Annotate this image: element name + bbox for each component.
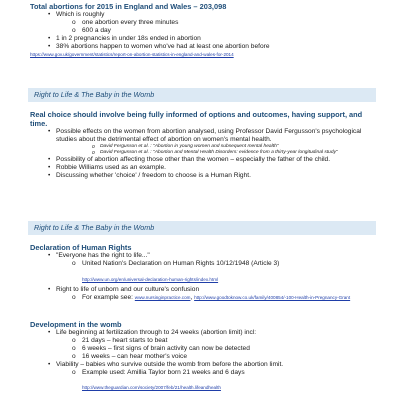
- bullet: •: [48, 285, 51, 293]
- un-declaration-link[interactable]: http://www.un.org/en/universal-declaration-human-rights/index.html: [82, 276, 219, 282]
- bullet: •: [48, 329, 51, 336]
- section-title: Total abortions for 2015 in England and Wales – 203,098: [30, 2, 227, 11]
- bullet: o: [72, 352, 76, 360]
- list-item: o 21 days – heart starts to beat: [72, 336, 168, 344]
- list-item: o 6 weeks – first signs of brain activity can now be detected: [72, 344, 250, 352]
- bullet: •: [48, 252, 51, 259]
- bullet: •: [48, 171, 51, 179]
- guardian-link[interactable]: http://www.theguardian.com/society/2007/feb/21/health.lifeandhealth: [82, 385, 221, 391]
- section-banner: Right to Life & The Baby in the Womb: [28, 221, 376, 235]
- nursing-link[interactable]: www.nursinginpractice.com: [134, 294, 191, 300]
- reference-item: o David Fergusson et al. : "Abortion in young women and subsequent mental health": [92, 143, 279, 150]
- list-item: • Right to life of unborn and our culture's confusion: [48, 285, 200, 293]
- list-item: • "Everyone has the right to life...": [48, 252, 150, 259]
- list-item: • 38% abortions happen to women who've had at least one abortion before: [48, 42, 270, 50]
- bullet: o: [72, 259, 76, 267]
- bullet: •: [48, 128, 51, 135]
- human-rights-section: [30, 243, 375, 302]
- list-item: • Robbie Williams used as an example.: [48, 163, 166, 171]
- section-banner: Right to Life & The Baby in the Womb: [28, 88, 376, 102]
- list-item: o Example used: Amillia Taylor born 21 weeks and 6 days: [72, 368, 245, 376]
- list-item: • Possibility of abortion affecting those other than the women – especially the father of the child.: [48, 155, 331, 163]
- reference-item: o David Fergusson et al. : "Abortion and Mental Health Disorders: evidence from a thirty-year longitudinal study": [92, 149, 338, 156]
- bullet: •: [48, 360, 51, 368]
- list-item: o For example see: www.nursinginpractice.com, http://www.goodtoknow.co.uk/family/400854/-100-Health-in-Pregnancy-Grant: [72, 293, 351, 301]
- list-item: o 600 a day: [72, 26, 111, 34]
- list-item: • Discussing whether 'choice' / freedom to choose is a Human Right.: [48, 171, 251, 179]
- list-item: • Life beginning at fertilization through to 24 weeks (abortion limit) incl:: [48, 329, 257, 336]
- list-item: [30, 376, 375, 394]
- list-item: • Which is roughly: [48, 11, 105, 18]
- bullet: •: [48, 11, 51, 18]
- real-choice-section: [30, 110, 375, 180]
- section-title: Declaration of Human Rights: [30, 243, 132, 252]
- bullet: •: [48, 42, 51, 50]
- section-title: Real choice should involve being fully informed of options and outcomes, having support, and time.: [30, 110, 363, 128]
- bullet: o: [72, 368, 76, 376]
- development-section: [30, 320, 375, 394]
- source-link[interactable]: https://www.gov.uk/government/statistics/report-on-abortion-statistics-in-england-and-wales-for-2014: [30, 51, 234, 57]
- bullet: o: [72, 344, 76, 352]
- bullet: o: [72, 18, 76, 26]
- list-item: • Viability – babies who survive outside the womb from before the abortion limit.: [48, 360, 284, 368]
- bullet: o: [92, 143, 95, 150]
- bullet: o: [72, 26, 76, 34]
- list-item: o 16 weeks – can hear mother's voice: [72, 352, 187, 360]
- list-item: • 1 in 2 pregnancies in under 18s ended in abortion: [48, 34, 201, 42]
- section-title: Development in the womb: [30, 320, 122, 329]
- bullet: o: [72, 336, 76, 344]
- bullet: •: [48, 34, 51, 42]
- bullet: o: [72, 293, 76, 301]
- list-item: • Possible effects on the women from abortion analysed, using Professor David Fergusson's psychological studies about the detrimental effect of abortion on women's mental health.: [48, 128, 362, 143]
- goodtoknow-link[interactable]: http://www.goodtoknow.co.uk/family/400854/-100-Health-in-Pregnancy-Grant: [194, 294, 351, 300]
- bullet: •: [48, 163, 51, 171]
- abortion-statistics-section: [30, 2, 375, 58]
- list-item: [30, 268, 375, 286]
- bullet: o: [92, 149, 95, 156]
- list-item: o one abortion every three minutes: [72, 18, 179, 26]
- list-item: o United Nation's Declaration on Human Rights 10/12/1948 (Article 3): [72, 259, 280, 267]
- bullet: •: [48, 155, 51, 163]
